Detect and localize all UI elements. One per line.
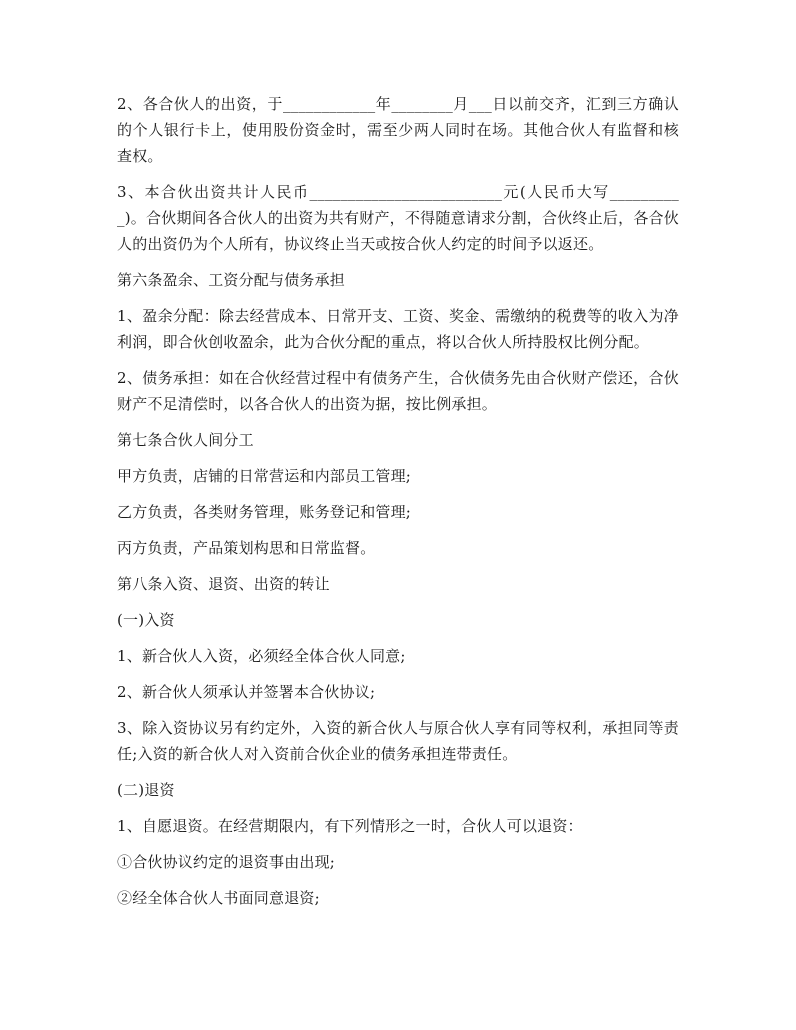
heading-article-6: 第六条盈余、工资分配与债务承担: [117, 271, 346, 289]
paragraph-entry-rights: 3、除入资协议另有约定外，入资的新合伙人与原合伙人享有同等权利，承担同等责任;入资的新合伙人对入资前合伙企业的债务承担连带责任。: [117, 719, 679, 763]
paragraph-debt-liability: 2、债务承担：如在合伙经营过程中有债务产生，合伙债务先由合伙财产偿还，合伙财产不足清偿时，以各合伙人的出资为据，按比例承担。: [117, 369, 679, 413]
document-body: [117, 91, 679, 921]
list-item-withdrawal-reason-1: ①合伙协议约定的退资事由出现;: [117, 853, 336, 871]
paragraph-party-a-duty: 甲方负责，店铺的日常营运和内部员工管理;: [117, 467, 412, 485]
paragraph-total-contribution: 3、本合伙出资共计人民币_________________________元(人民币大写__________)。合伙期间各合伙人的出资为共有财产，不得随意请求分割，合伙终止后，各合伙人的出资仍为个人所有，协议终止当天或按合伙人约定的时间予以返还。: [117, 183, 679, 253]
paragraph-contribution-deadline: 2、各合伙人的出资，于____________年________月___日以前交齐，汇到三方确认的个人银行卡上，使用股份资金时，需至少两人同时在场。其他合伙人有监督和核查权。: [117, 95, 679, 165]
paragraph-voluntary-withdrawal: 1、自愿退资。在经营期限内，有下列情形之一时，合伙人可以退资：: [117, 817, 583, 835]
paragraph-entry-sign: 2、新合伙人须承认并签署本合伙协议;: [117, 683, 376, 701]
heading-article-7: 第七条合伙人间分工: [117, 431, 254, 449]
paragraph-entry-consent: 1、新合伙人入资，必须经全体合伙人同意;: [117, 647, 406, 665]
paragraph-profit-distribution: 1、盈余分配：除去经营成本、日常开支、工资、奖金、需缴纳的税费等的收入为净利润，即合伙创收盈余，此为合伙分配的重点，将以合伙人所持股权比例分配。: [117, 307, 679, 351]
list-item-withdrawal-reason-2: ②经全体合伙人书面同意退资;: [117, 889, 320, 907]
subheading-withdrawal: (二)退资: [117, 781, 175, 799]
heading-article-8: 第八条入资、退资、出资的转让: [117, 575, 330, 593]
subheading-entry: (一)入资: [117, 611, 175, 629]
paragraph-party-b-duty: 乙方负责，各类财务管理，账务登记和管理;: [117, 503, 412, 521]
paragraph-party-c-duty: 丙方负责，产品策划构思和日常监督。: [117, 539, 376, 557]
